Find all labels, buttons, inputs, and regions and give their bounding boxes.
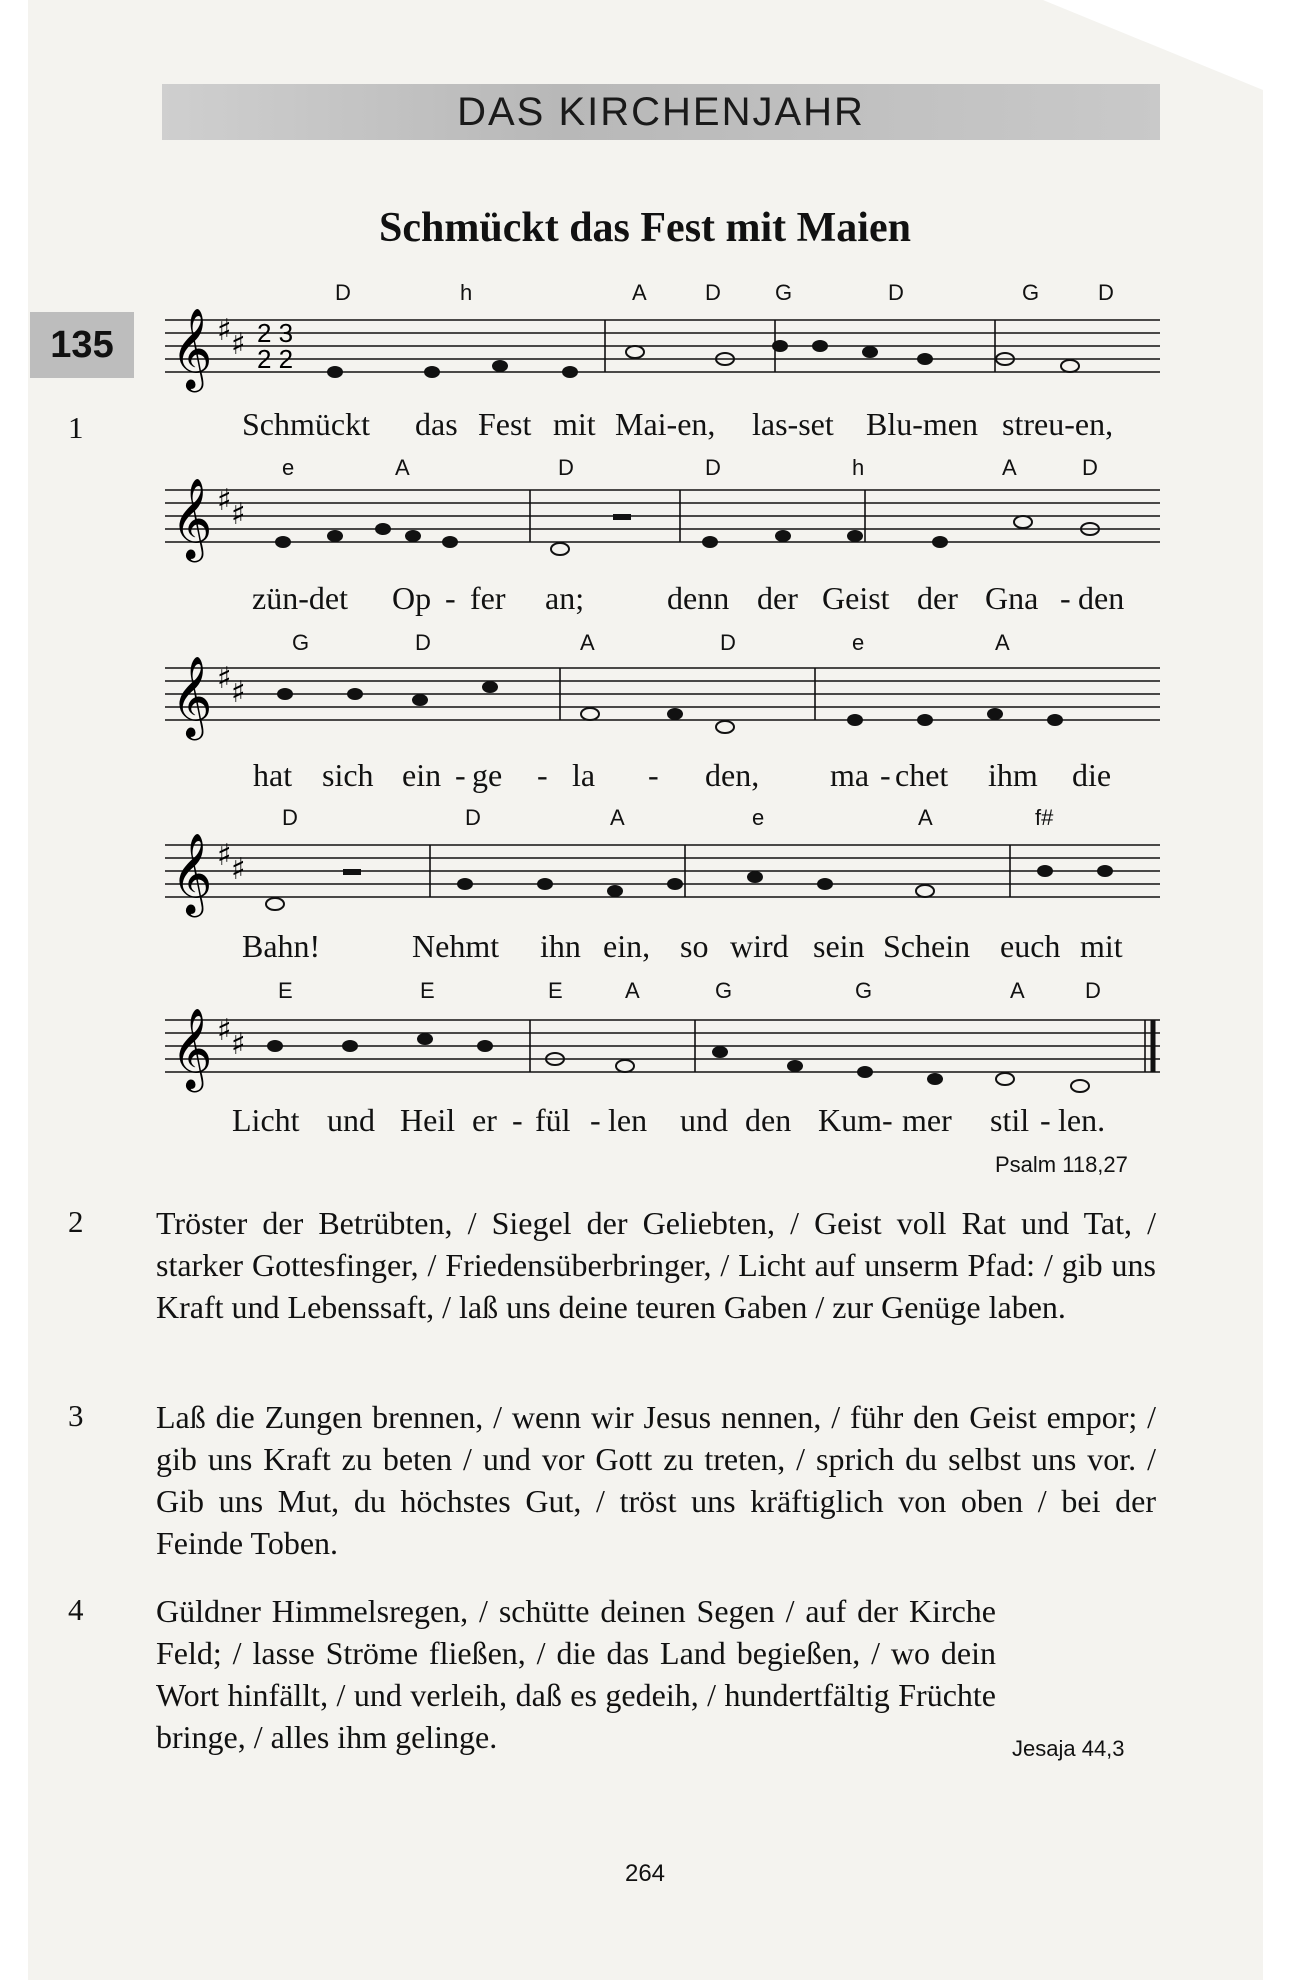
lyric: und <box>680 1102 728 1138</box>
lyric: mit <box>553 406 596 442</box>
lyric: Bahn! <box>242 928 321 964</box>
lyric: ein, <box>603 928 651 964</box>
lyric: Kum- <box>818 1102 893 1138</box>
lyric: Schmückt <box>242 406 370 442</box>
lyric: und <box>327 1102 375 1138</box>
lyric: ein <box>402 757 442 793</box>
lyric: ge <box>472 757 503 793</box>
lyric: sich <box>322 757 374 793</box>
lyric: Mai-en, <box>615 406 716 442</box>
svg-text:♯: ♯ <box>231 327 246 362</box>
lyric: sein <box>813 928 865 964</box>
chord: G <box>292 630 310 655</box>
lyric: - <box>1060 580 1071 616</box>
lyric: fül <box>535 1102 571 1138</box>
chord: D <box>1082 455 1098 480</box>
music-staff-3 <box>165 648 1160 748</box>
lyric: euch <box>1000 928 1061 964</box>
lyric: ihn <box>540 928 581 964</box>
lyric: Gna <box>985 580 1039 616</box>
chord: h <box>460 280 473 305</box>
svg-text:♯: ♯ <box>217 838 232 873</box>
time-signature-top: 2 3 <box>257 318 294 348</box>
lyric: la <box>572 757 596 793</box>
svg-text:♯: ♯ <box>231 497 246 532</box>
song-number: 135 <box>30 312 134 378</box>
chord: A <box>1010 978 1025 1003</box>
chord: D <box>705 280 721 305</box>
chord: E <box>278 978 293 1003</box>
lyric: Nehmt <box>412 928 500 964</box>
chord: A <box>995 630 1010 655</box>
stanza-number: 1 <box>68 410 84 445</box>
music-staff-5 <box>165 1000 1160 1110</box>
chord: e <box>282 455 295 480</box>
chord: D <box>1098 280 1114 305</box>
lyric: mit <box>1080 928 1123 964</box>
chord: e <box>852 630 865 655</box>
lyric: ihm <box>988 757 1038 793</box>
chord: f# <box>1035 805 1054 830</box>
music-staff-2 <box>165 470 1160 570</box>
svg-text:♯: ♯ <box>217 483 232 518</box>
lyric: er <box>472 1102 497 1138</box>
lyric: stil <box>990 1102 1030 1138</box>
time-signature-bottom: 2 2 <box>257 344 294 374</box>
chord: D <box>888 280 904 305</box>
lyric: - <box>648 757 659 793</box>
chord: E <box>548 978 563 1003</box>
chord: G <box>855 978 873 1003</box>
lyric: Geist <box>822 580 890 616</box>
lyric: chet <box>895 757 949 793</box>
svg-text:𝄞: 𝄞 <box>171 1007 213 1089</box>
scripture-reference: Jesaja 44,3 <box>1012 1736 1125 1761</box>
verse-text: Güldner Himmelsregen, / schütte deinen Segen / auf der Kirche Feld; / lasse Ströme fließen, / die das Land begießen, / wo dein Wort hinfällt, / und verleih, daß es gedeih, / hundertfältig Früchte bringe, / alles ihm gelinge. <box>156 1593 996 1755</box>
lyric: der <box>917 580 958 616</box>
chord: A <box>580 630 595 655</box>
lyric: den <box>1078 580 1125 616</box>
stanza-number: 4 <box>68 1592 84 1627</box>
stanza-number: 3 <box>68 1398 84 1433</box>
lyric: streu-en, <box>1002 406 1114 442</box>
svg-text:♯: ♯ <box>217 661 232 696</box>
lyric: so <box>680 928 709 964</box>
song-title: Schmückt das Fest mit Maien <box>379 205 911 251</box>
chord: A <box>632 280 647 305</box>
lyric: len <box>608 1102 648 1138</box>
chord: G <box>775 280 793 305</box>
lyric: der <box>757 580 798 616</box>
verse-text: Tröster der Betrübten, / Siegel der Geliebten, / Geist voll Rat und Tat, / starker Gottesfinger, / Friedensüberbringer, / Licht auf unserm Pfad: / gib uns Kraft und Lebenssaft, / laß uns deine teuren Gaben / zur Genüge laben. <box>156 1205 1156 1325</box>
lyric: das <box>415 406 458 442</box>
chord: D <box>335 280 351 305</box>
section-header <box>162 84 1160 140</box>
lyric: - <box>512 1102 523 1138</box>
svg-text:♯: ♯ <box>231 1027 246 1062</box>
lyric: - <box>455 757 466 793</box>
lyric: Op <box>392 580 432 616</box>
lyric: Heil <box>400 1102 456 1138</box>
svg-text:𝄞: 𝄞 <box>171 477 213 559</box>
chord: h <box>852 455 865 480</box>
chord: D <box>705 455 721 480</box>
lyric: len. <box>1058 1102 1106 1138</box>
svg-text:𝄞: 𝄞 <box>171 832 213 914</box>
chord: A <box>918 805 933 830</box>
lyric: den, <box>705 757 760 793</box>
lyric: Licht <box>232 1102 300 1138</box>
chord: e <box>752 805 765 830</box>
chord: A <box>395 455 410 480</box>
chord: D <box>415 630 431 655</box>
lyric: - <box>1040 1102 1051 1138</box>
svg-text:𝄞: 𝄞 <box>171 655 213 737</box>
chord: E <box>420 978 435 1003</box>
page-number: 264 <box>624 1860 666 1887</box>
chord: D <box>465 805 481 830</box>
lyric: die <box>1072 757 1112 793</box>
lyric: Blu-men <box>866 406 978 442</box>
verse-text: Laß die Zungen brennen, / wenn wir Jesus nennen, / führ den Geist empor; / gib uns Kraft zu beten / und vor Gott zu treten, / sprich du selbst uns vor. / Gib uns Mut, du höchstes Gut, / tröst uns kräftiglich von oben / bei der Feinde Toben. <box>156 1399 1156 1561</box>
music-staff-4 <box>165 825 1160 925</box>
chord: D <box>1085 978 1101 1003</box>
svg-text:♯: ♯ <box>217 313 232 348</box>
svg-text:𝄞: 𝄞 <box>171 307 213 389</box>
lyric: ma <box>830 757 870 793</box>
lyric: - <box>590 1102 601 1138</box>
chord: A <box>625 978 640 1003</box>
lyric: - <box>880 757 891 793</box>
chord: D <box>282 805 298 830</box>
chord: A <box>610 805 625 830</box>
scripture-reference: Psalm 118,27 <box>995 1152 1128 1177</box>
lyric: hat <box>253 757 293 793</box>
svg-text:♯: ♯ <box>217 1013 232 1048</box>
section-title: DAS KIRCHENJAHR <box>457 90 865 134</box>
stanza-number: 2 <box>68 1204 84 1239</box>
lyric: Fest <box>478 406 532 442</box>
lyric: den <box>745 1102 792 1138</box>
folded-corner <box>1043 0 1263 90</box>
svg-text:♯: ♯ <box>231 852 246 887</box>
lyric: Schein <box>883 928 971 964</box>
chord: D <box>720 630 736 655</box>
lyric: - <box>445 580 456 616</box>
svg-text:♯: ♯ <box>231 675 246 710</box>
chord: A <box>1002 455 1017 480</box>
lyric: las-set <box>752 406 834 442</box>
lyric: wird <box>730 928 789 964</box>
lyric: denn <box>667 580 730 616</box>
lyric: fer <box>470 580 506 616</box>
lyric: zün-det <box>252 580 348 616</box>
music-staff-1 <box>165 300 1160 400</box>
chord: D <box>558 455 574 480</box>
lyric: mer <box>902 1102 952 1138</box>
chord: G <box>715 978 733 1003</box>
lyric: - <box>537 757 548 793</box>
lyric: an; <box>545 580 585 616</box>
chord: G <box>1022 280 1040 305</box>
